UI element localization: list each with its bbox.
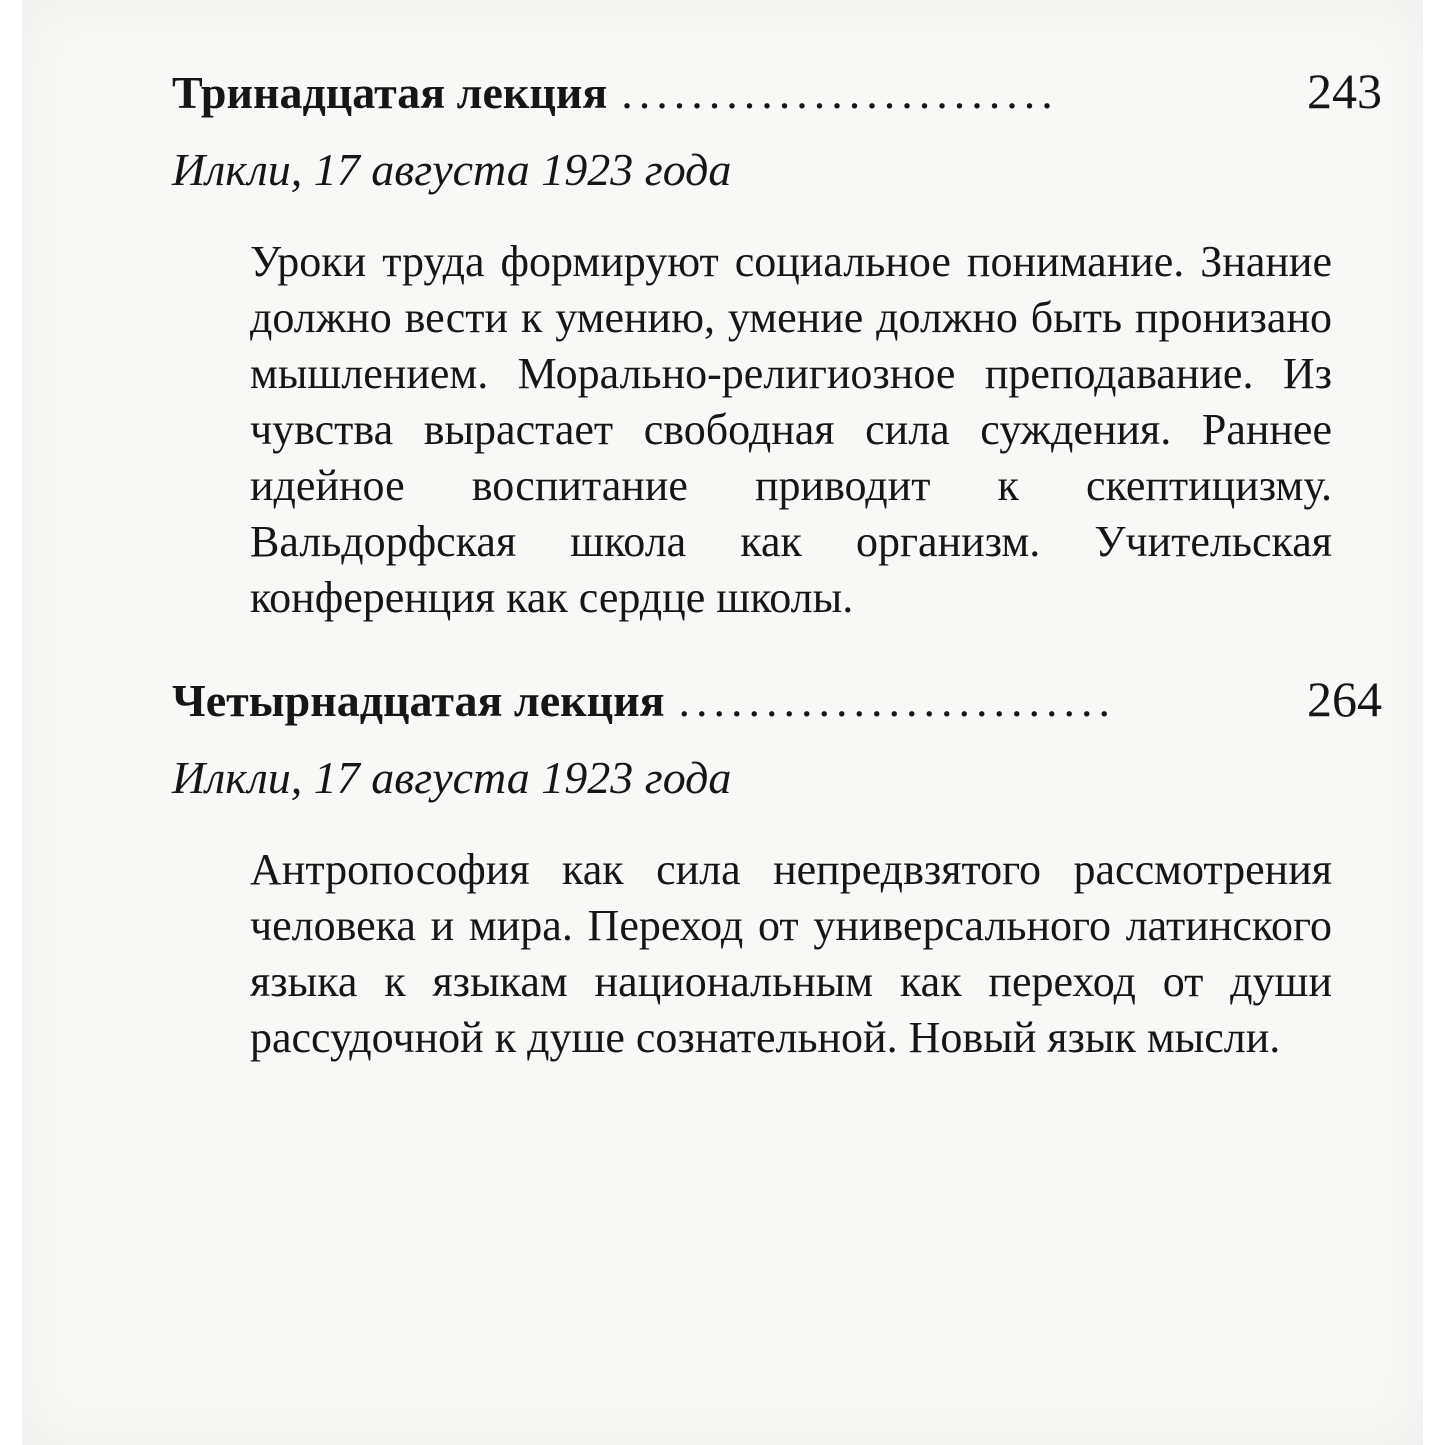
toc-entry-lecture-14 — [172, 670, 1382, 1066]
lecture-place-date: Илкли, 17 августа 1923 года — [172, 144, 732, 195]
toc-heading-row — [172, 62, 1382, 140]
lecture-place-date: Илкли, 17 августа 1923 года — [172, 752, 732, 803]
book-page — [22, 0, 1423, 1445]
toc-entry-lecture-13 — [172, 62, 1382, 626]
page-number: 264 — [1307, 671, 1382, 727]
dot-leader: ......................... — [621, 67, 1059, 118]
toc-heading-row — [172, 670, 1382, 748]
lecture-title: Тринадцатая лекция — [172, 67, 608, 118]
lecture-summary: Уроки труда формируют социальное понимание. Знание должно вести к умению, умение должно быть пронизано мышлением. Морально-религиозное преподавание. Из чувства вырастает свободная сила суждения. Раннее идейное воспитание приводит к скептицизму. Вальдорфская школа как организм. Учительская конференция как сердце школы. — [250, 237, 1332, 622]
table-of-contents — [172, 62, 1382, 1066]
page-number: 243 — [1307, 63, 1382, 119]
dot-leader: ......................... — [678, 675, 1117, 726]
lecture-title: Четырнадцатая лекция — [172, 675, 665, 726]
lecture-summary: Антропософия как сила непредвзятого рассмотрения человека и мира. Переход от универсального латинского языка к языкам национальным как переход от души рассудочной к душе сознательной. Новый язык мысли. — [250, 845, 1332, 1062]
